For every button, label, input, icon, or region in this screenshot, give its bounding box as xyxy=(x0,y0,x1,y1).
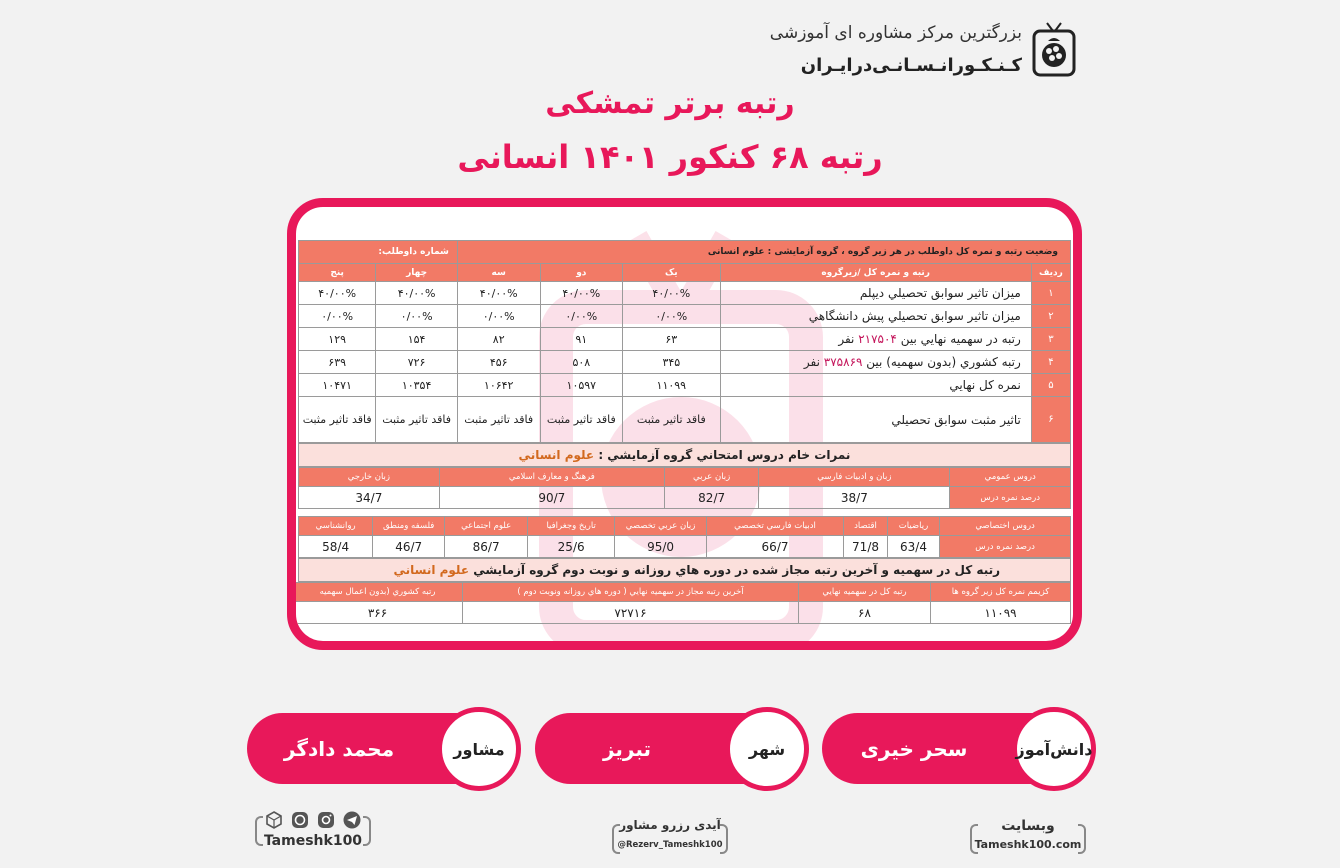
row-number: ۲ xyxy=(1031,305,1070,328)
cell: ۴۰/۰۰% xyxy=(457,282,540,305)
brand-logo-block xyxy=(770,18,1078,80)
social-handle[interactable]: Tameshk100 xyxy=(263,833,363,849)
cell: ۰/۰۰% xyxy=(540,305,623,328)
website-block[interactable] xyxy=(970,818,1086,858)
col-header: چهار xyxy=(376,264,458,282)
cell: فاقد تاثير مثبت xyxy=(376,397,458,443)
specialized-head: دروس اختصاصي xyxy=(940,517,1071,536)
website-link[interactable]: Tameshk100.com xyxy=(974,838,1082,851)
cell: ۵۰۸ xyxy=(540,351,623,374)
row-number: ۱ xyxy=(1031,282,1070,305)
score-cell: 38/7 xyxy=(759,487,950,509)
subject-header: تاريخ وجغرافيا xyxy=(528,517,615,536)
row-number: ۴ xyxy=(1031,351,1070,374)
telegram-icon[interactable] xyxy=(342,810,362,830)
cell: ۱۱۰۹۹ xyxy=(623,374,720,397)
final-header: رتبه كشوري (بدون اعمال سهميه xyxy=(293,583,463,602)
cell: ۱۲۹ xyxy=(299,328,376,351)
raw-scores-title: نمرات خام دروس امتحاني گروه آزمايشي : xyxy=(598,448,851,462)
final-header: آخرين رتبه مجاز در سهميه نهايي ( دوره هاي روزانه ونوبت دوم ) xyxy=(463,583,799,602)
row-number: ۶ xyxy=(1031,397,1070,443)
subject-header: زبان عربي تخصصي xyxy=(615,517,707,536)
subject-header: روانشناسي xyxy=(299,517,373,536)
cell: ۳۴۵ xyxy=(623,351,720,374)
row-label: نمره كل نهايي xyxy=(720,374,1031,397)
row-label-post: نفر xyxy=(803,355,820,369)
subject-header: ادبيات فارسي تخصصي xyxy=(706,517,843,536)
subject-header: زبان و ادبيات فارسي xyxy=(759,468,950,487)
row-label-post: نفر xyxy=(838,332,855,346)
general-subjects-table xyxy=(298,467,1071,509)
table-row xyxy=(299,328,1071,351)
cell: ۰/۰۰% xyxy=(457,305,540,328)
cell: ۶۳۹ xyxy=(299,351,376,374)
final-cell: ۱۱۰۹۹ xyxy=(931,602,1071,624)
subject-header: زبان عربي xyxy=(664,468,758,487)
col-header: يک xyxy=(623,264,720,282)
instagram-icon[interactable] xyxy=(316,810,336,830)
website-title: وبسایت xyxy=(1001,818,1055,834)
cell: ۱۰۴۷۱ xyxy=(299,374,376,397)
cell: ۰/۰۰% xyxy=(376,305,458,328)
cell: ۱۵۴ xyxy=(376,328,458,351)
status-caption: وضعیت رتبه و نمره کل داوطلب در هر زیر گروه ، گروه آزمایشی : علوم انسانی xyxy=(457,241,1070,264)
student-name: سحر خیری xyxy=(860,736,968,761)
row-number: ۵ xyxy=(1031,374,1070,397)
advisor-id-link[interactable]: @Rezerv_Tameshk100 xyxy=(617,840,723,850)
col-header: دو xyxy=(540,264,623,282)
cell: ۴۰/۰۰% xyxy=(299,282,376,305)
final-ranks-title: رتبه كل در سهميه و آخرين رتبه مجاز شده در دوره هاي روزانه و نوبت دوم گروه آزمايشي xyxy=(473,563,1000,577)
row-number: ۳ xyxy=(1031,328,1070,351)
page-title: رتبه برتر تمشکی xyxy=(545,86,795,121)
row-label: ميزان تاثير سوابق تحصيلي ديپلم xyxy=(720,282,1031,305)
subject-header: فرهنگ و معارف اسلامي xyxy=(439,468,664,487)
final-ranks-table xyxy=(292,582,1071,624)
score-row-label: درصد نمره درس xyxy=(950,487,1071,509)
cell: فاقد تاثير مثبت xyxy=(299,397,376,443)
score-cell: 58/4 xyxy=(299,536,373,558)
cell: ۷۲۶ xyxy=(376,351,458,374)
city-pill xyxy=(535,713,803,784)
final-header: رتبه كل در سهميه نهايي xyxy=(799,583,931,602)
subject-header: رياضيات xyxy=(887,517,939,536)
final-ranks-group: علوم انساني xyxy=(393,563,470,577)
city-label: شهر xyxy=(725,707,809,791)
table-row xyxy=(299,374,1071,397)
cell: ۱۰۶۴۲ xyxy=(457,374,540,397)
row-label xyxy=(720,328,1031,351)
specialized-subjects-table xyxy=(298,516,1071,558)
subject-header: فلسفه ومنطق xyxy=(373,517,445,536)
final-cell: ۷۲۷۱۶ xyxy=(463,602,799,624)
cube-logo-icon[interactable] xyxy=(264,810,284,830)
row-label-count: ۳۷۵۸۶۹ xyxy=(823,355,863,369)
row-label: تاثير مثبت سوابق تحصيلي xyxy=(720,397,1031,443)
city-name: تبریز xyxy=(602,736,652,761)
cell: ۸۲ xyxy=(457,328,540,351)
cell: ۴۰/۰۰% xyxy=(540,282,623,305)
score-cell: 95/0 xyxy=(615,536,707,558)
brand-subtitle: کـنـکـورانـسـانـی‌درایـران xyxy=(800,54,1022,76)
score-cell: 66/7 xyxy=(706,536,843,558)
advisor-pill xyxy=(247,713,515,784)
table-row xyxy=(299,351,1071,374)
advisor-label: مشاور xyxy=(437,707,521,791)
brand-tagline: بزرگترین مرکز مشاوره ای آموزشی xyxy=(769,22,1022,43)
student-pill xyxy=(822,713,1093,784)
cell: ۴۵۶ xyxy=(457,351,540,374)
score-cell: 82/7 xyxy=(664,487,758,509)
cell: ۴۰/۰۰% xyxy=(623,282,720,305)
row-label-pre: رتبه در سهميه نهايي بين xyxy=(900,332,1021,346)
candidate-number-caption: شماره داوطلب: xyxy=(378,247,449,257)
score-cell: 34/7 xyxy=(299,487,440,509)
cell: ۱۰۳۵۴ xyxy=(376,374,458,397)
cell: فاقد تاثير مثبت xyxy=(540,397,623,443)
final-cell: ۶۸ xyxy=(799,602,931,624)
report-card xyxy=(287,198,1082,650)
subject-header: زبان خارجي xyxy=(299,468,440,487)
row-label-count: ۲۱۷۵۰۴ xyxy=(858,332,897,346)
score-cell: 90/7 xyxy=(439,487,664,509)
cell: فاقد تاثير مثبت xyxy=(623,397,720,443)
col-header: رتبه و نمره كل /زيرگروه xyxy=(720,264,1031,282)
final-header: كزيمم نمره كل زير گروه ها xyxy=(931,583,1071,602)
cell: ۰/۰۰% xyxy=(299,305,376,328)
advisor-name: محمد دادگر xyxy=(283,736,395,761)
raspberry-tv-logo-icon xyxy=(1030,18,1078,80)
cell: ۱۰۵۹۷ xyxy=(540,374,623,397)
subject-header: علوم اجتماعي xyxy=(445,517,528,536)
col-header: پنج xyxy=(299,264,376,282)
score-cell: 71/8 xyxy=(844,536,888,558)
advisor-id-title: آیدی رزرو مشاور xyxy=(619,818,721,832)
final-ranks-caption xyxy=(298,558,1071,582)
cell: ۹۱ xyxy=(540,328,623,351)
social-block xyxy=(255,808,371,848)
row-label-pre: رتبه كشوري (بدون سهميه) بين xyxy=(866,355,1021,369)
row-label: ميزان تاثير سوابق تحصيلي پيش دانشگاهي xyxy=(720,305,1031,328)
table-row xyxy=(299,397,1071,443)
table-row xyxy=(299,282,1071,305)
cell: ۴۰/۰۰% xyxy=(376,282,458,305)
advisor-id-block[interactable] xyxy=(612,818,728,858)
cell: فاقد تاثير مثبت xyxy=(457,397,540,443)
final-cell: ۳۶۶ xyxy=(293,602,463,624)
status-table xyxy=(298,240,1071,443)
score-cell: 63/4 xyxy=(887,536,939,558)
cell: ۶۳ xyxy=(623,328,720,351)
candidate-number-label xyxy=(299,241,458,264)
score-cell: 86/7 xyxy=(445,536,528,558)
table-row xyxy=(299,305,1071,328)
score-row-label: درصد نمره درس xyxy=(940,536,1071,558)
raw-scores-caption xyxy=(298,443,1071,467)
eitaa-icon[interactable] xyxy=(290,810,310,830)
raw-scores-group: علوم انساني xyxy=(518,448,595,462)
col-header: رديف xyxy=(1031,264,1070,282)
student-label: دانش‌آموز xyxy=(1012,707,1096,791)
score-cell: 25/6 xyxy=(528,536,615,558)
score-cell: 46/7 xyxy=(373,536,445,558)
col-header: سه xyxy=(457,264,540,282)
general-head: دروس عمومي xyxy=(950,468,1071,487)
cell: ۰/۰۰% xyxy=(623,305,720,328)
page-subtitle: رتبه ۶۸ کنکور ۱۴۰۱ انسانی xyxy=(457,138,883,176)
subject-header: اقتصاد xyxy=(844,517,888,536)
row-label xyxy=(720,351,1031,374)
